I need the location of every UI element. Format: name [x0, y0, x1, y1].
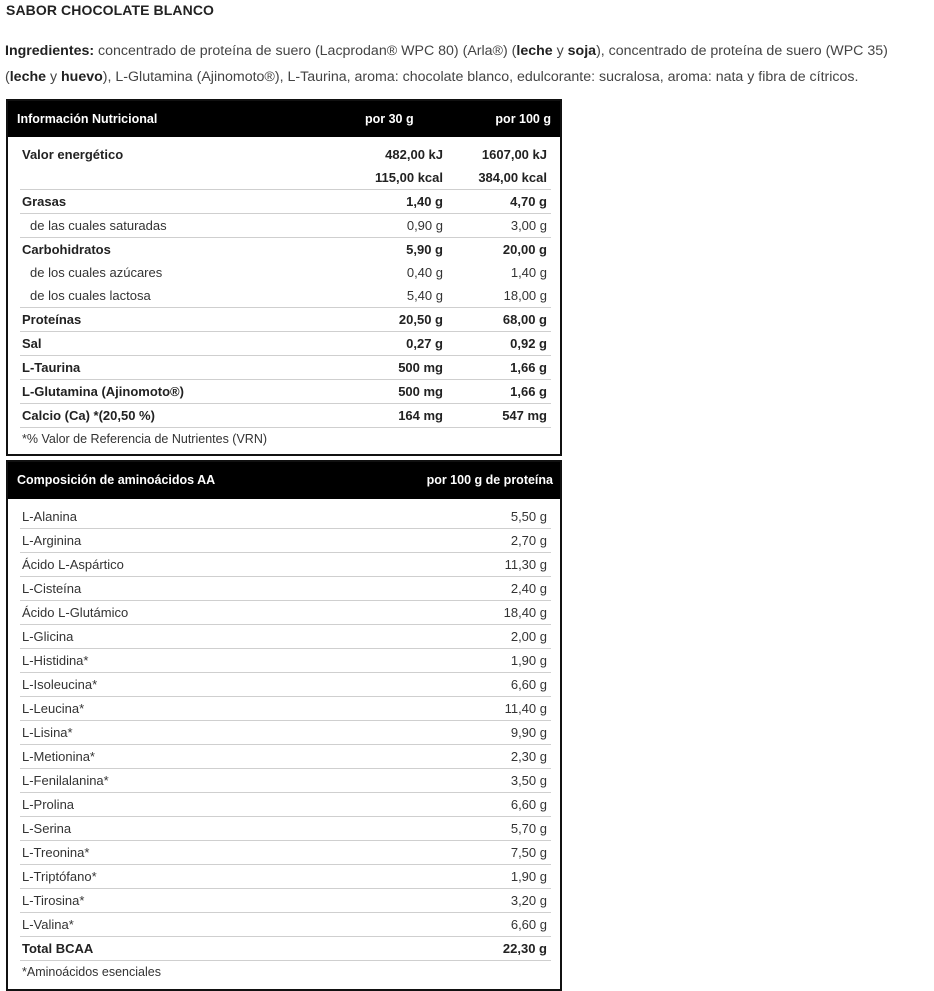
- amino-row: [20, 529, 551, 553]
- nutrient-value-per30: 5,90 g: [406, 242, 443, 257]
- nutrient-value-per30: 482,00 kJ: [385, 147, 443, 162]
- ingredient-text: concentrado de proteína de suero (Lacprodan® WPC 80) (Arla®) (: [94, 43, 517, 59]
- amino-label: Ácido L-Glutámico: [22, 605, 129, 620]
- nutrient-label: Proteínas: [22, 312, 82, 327]
- amino-header-per100: por 100 g de proteína: [426, 473, 553, 487]
- allergen-text: leche: [516, 43, 553, 59]
- amino-value: 9,90 g: [510, 725, 547, 740]
- ingredient-text: ), L-Glutamina (Ajinomoto®), L-Taurina, aroma: chocolate blanco, edulcorante: sucralosa, aroma: nata y fibra de cítricos.: [102, 69, 859, 85]
- total-bcaa-value: 22,30 g: [502, 941, 547, 956]
- amino-row: [20, 505, 551, 529]
- amino-value: 2,40 g: [510, 581, 547, 596]
- amino-value: 5,50 g: [510, 509, 547, 524]
- amino-label: L-Tirosina*: [22, 893, 85, 908]
- nutrition-row: [20, 238, 551, 261]
- amino-label: L-Histidina*: [22, 653, 89, 668]
- amino-footnote: [20, 961, 551, 984]
- amino-row: [20, 889, 551, 913]
- nutrition-table-header: [8, 101, 560, 137]
- amino-total-row: [20, 937, 551, 961]
- nutrition-row: [20, 261, 551, 284]
- amino-row: [20, 721, 551, 745]
- amino-header-label: Composición de aminoácidos AA: [17, 473, 216, 487]
- nutrient-value-per100: 547 mg: [502, 408, 547, 423]
- amino-label: L-Cisteína: [22, 581, 82, 596]
- nutrition-header-label: Información Nutricional: [17, 112, 158, 126]
- amino-label: L-Isoleucina*: [22, 677, 98, 692]
- nutrition-header-per30: por 30 g: [365, 112, 414, 126]
- ingredient-text: ), concentrado de proteína de suero (WPC 35) (: [5, 43, 888, 85]
- nutrient-value-per30: 164 mg: [398, 408, 443, 423]
- nutrient-value-per100: 1,66 g: [510, 360, 547, 375]
- ingredients-text: [5, 43, 888, 85]
- nutrient-value-per100: 384,00 kcal: [478, 170, 547, 185]
- ingredient-text: y: [552, 43, 568, 59]
- amino-row: [20, 625, 551, 649]
- nutrition-row: [20, 308, 551, 332]
- amino-label: L-Lisina*: [22, 725, 73, 740]
- amino-value: 1,90 g: [510, 869, 547, 884]
- nutrient-value-per30: 1,40 g: [406, 194, 443, 209]
- nutrition-row: [20, 380, 551, 404]
- amino-value: 5,70 g: [510, 821, 547, 836]
- amino-row: [20, 769, 551, 793]
- nutrient-value-per30: 0,27 g: [406, 336, 443, 351]
- footnote-text: *% Valor de Referencia de Nutrientes (VRN): [22, 432, 268, 446]
- amino-value: 11,40 g: [504, 701, 547, 716]
- amino-row: [20, 553, 551, 577]
- nutrition-header-per100: por 100 g: [495, 112, 551, 126]
- nutrient-value-per30: 500 mg: [398, 360, 443, 375]
- amino-label: L-Fenilalanina*: [22, 773, 109, 788]
- amino-value: 6,60 g: [510, 917, 547, 932]
- amino-value: 2,70 g: [510, 533, 547, 548]
- amino-value: 18,40 g: [503, 605, 547, 620]
- amino-label: L-Alanina: [22, 509, 77, 524]
- allergen-text: huevo: [61, 69, 103, 85]
- amino-value: 3,20 g: [510, 893, 547, 908]
- amino-label: L-Prolina: [22, 797, 75, 812]
- amino-row: [20, 913, 551, 937]
- amino-row: [20, 745, 551, 769]
- nutrient-label: L-Glutamina (Ajinomoto®): [22, 384, 184, 399]
- amino-value: 1,90 g: [510, 653, 547, 668]
- nutrient-value-per100: 4,70 g: [510, 194, 547, 209]
- amino-rows: [8, 499, 560, 984]
- nutrition-row: [20, 190, 551, 214]
- amino-row: [20, 697, 551, 721]
- nutrient-value-per30: 115,00 kcal: [375, 170, 443, 185]
- nutrient-label: de los cuales azúcares: [30, 265, 163, 280]
- nutrition-row: [20, 214, 551, 238]
- amino-label: L-Leucina*: [22, 701, 85, 716]
- nutrient-value-per100: 3,00 g: [510, 218, 547, 233]
- nutrient-value-per100: 1,40 g: [510, 265, 547, 280]
- nutrition-row: [20, 356, 551, 380]
- amino-value: 6,60 g: [510, 677, 547, 692]
- nutrient-value-per100: 1607,00 kJ: [481, 147, 547, 162]
- nutrient-value-per100: 68,00 g: [502, 312, 547, 327]
- nutrient-label: Sal: [22, 336, 42, 351]
- nutrient-value-per30: 5,40 g: [406, 288, 443, 303]
- nutrient-value-per100: 20,00 g: [502, 242, 547, 257]
- amino-value: 2,30 g: [510, 749, 547, 764]
- nutrition-row: [20, 332, 551, 356]
- amino-row: [20, 793, 551, 817]
- nutrition-row: [20, 404, 551, 428]
- product-title: SABOR CHOCOLATE BLANCO: [6, 2, 215, 18]
- amino-label: L-Treonina*: [22, 845, 90, 860]
- amino-value: 7,50 g: [510, 845, 547, 860]
- nutrition-table: [6, 99, 562, 456]
- amino-label: L-Valina*: [22, 917, 74, 932]
- amino-label: L-Glicina: [22, 629, 74, 644]
- amino-value: 6,60 g: [510, 797, 547, 812]
- nutrient-value-per30: 500 mg: [398, 384, 443, 399]
- nutrient-value-per100: 18,00 g: [503, 288, 547, 303]
- amino-row: [20, 865, 551, 889]
- amino-label: L-Metionina*: [22, 749, 95, 764]
- nutrient-label: de las cuales saturadas: [30, 218, 167, 233]
- nutrition-row: [20, 166, 551, 190]
- nutrient-value-per100: 1,66 g: [510, 384, 547, 399]
- amino-label: L-Serina: [22, 821, 72, 836]
- amino-value: 2,00 g: [510, 629, 547, 644]
- nutrient-value-per30: 0,40 g: [406, 265, 443, 280]
- nutrient-label: Grasas: [22, 194, 67, 209]
- nutrition-row: [20, 284, 551, 308]
- amino-acid-table: [6, 460, 562, 991]
- amino-label: L-Arginina: [22, 533, 82, 548]
- amino-table-header: [8, 462, 560, 499]
- total-bcaa-label: Total BCAA: [22, 941, 94, 956]
- amino-row: [20, 601, 551, 625]
- ingredients-label: Ingredientes:: [5, 43, 95, 59]
- amino-row: [20, 577, 551, 601]
- amino-row: [20, 649, 551, 673]
- amino-value: 3,50 g: [510, 773, 547, 788]
- nutrition-footnote: [20, 428, 551, 451]
- nutrient-label: Carbohidratos: [22, 242, 111, 257]
- nutrition-row: [20, 143, 551, 166]
- nutrient-value-per100: 0,92 g: [510, 336, 547, 351]
- footnote-text: *Aminoácidos esenciales: [22, 965, 161, 979]
- amino-row: [20, 673, 551, 697]
- allergen-text: leche: [9, 69, 47, 85]
- nutrient-label: de los cuales lactosa: [30, 288, 151, 303]
- amino-label: Ácido L-Aspártico: [22, 557, 124, 572]
- nutrient-label: Calcio (Ca) *(20,50 %): [22, 408, 155, 423]
- ingredients-paragraph: [5, 38, 930, 90]
- nutrient-value-per30: 20,50 g: [398, 312, 443, 327]
- ingredient-text: y: [46, 69, 61, 85]
- allergen-text: soja: [567, 43, 597, 59]
- nutrient-label: L-Taurina: [22, 360, 81, 375]
- nutrient-value-per30: 0,90 g: [406, 218, 443, 233]
- amino-label: L-Triptófano*: [22, 869, 97, 884]
- amino-row: [20, 817, 551, 841]
- nutrient-label: Valor energético: [22, 147, 124, 162]
- amino-row: [20, 841, 551, 865]
- amino-value: 11,30 g: [504, 557, 547, 572]
- nutrition-rows: [8, 137, 560, 451]
